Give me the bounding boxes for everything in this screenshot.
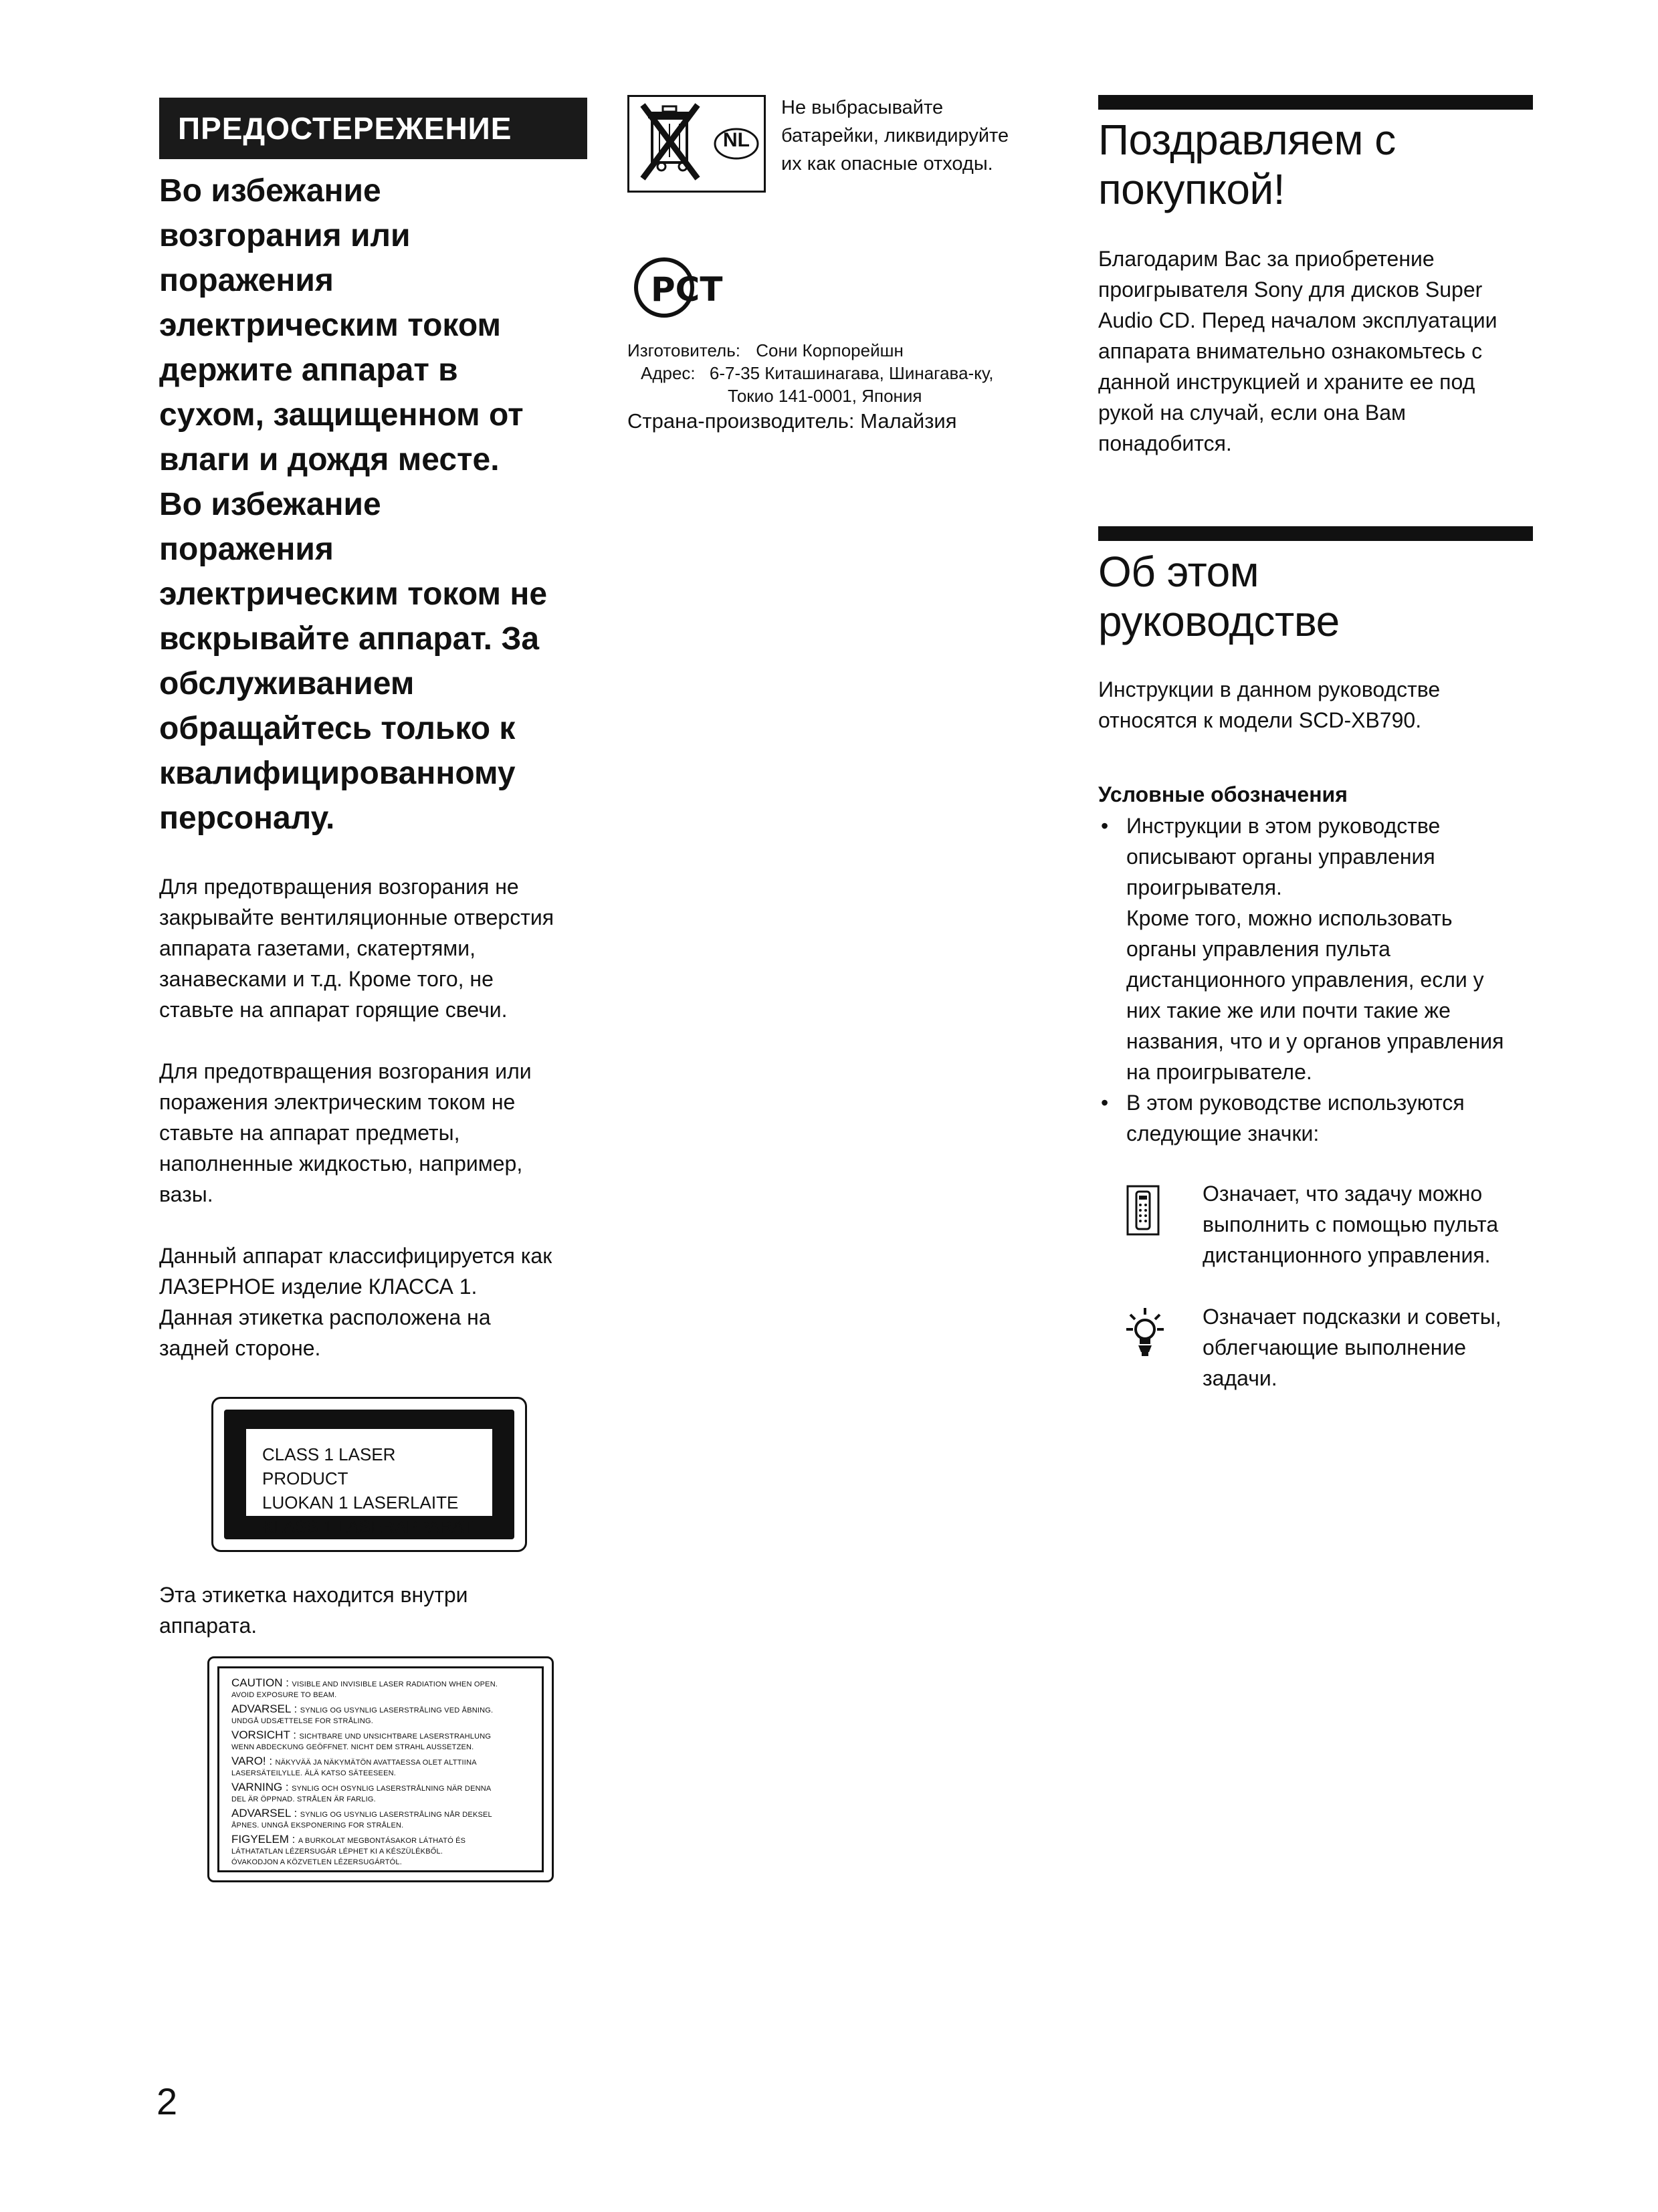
caution-line: VISIBLE AND INVISIBLE LASER RADIATION WHEN OPEN. xyxy=(292,1680,498,1688)
list-line: описывают органы управления xyxy=(1126,845,1435,869)
paragraph-line: Данная этикетка расположена на xyxy=(159,1305,491,1329)
warning-line: возгорания или xyxy=(159,218,411,253)
caution-label xyxy=(207,1656,554,1882)
caution-line: DEL ÄR ÖPPNAD. STRÅLEN ÄR FARLIG. xyxy=(231,1795,376,1803)
warning-line: персоналу. xyxy=(159,800,335,836)
section-rule xyxy=(1098,526,1533,541)
list-line: органы управления пульта xyxy=(1126,937,1390,961)
paragraph-line: занавесками и т.д. Кроме того, не xyxy=(159,967,494,991)
section-rule xyxy=(1098,95,1533,110)
caution-line: AVOID EXPOSURE TO BEAM. xyxy=(231,1691,337,1699)
laser-label-text xyxy=(246,1429,492,1537)
caution-head: VORSICHT : xyxy=(231,1730,296,1741)
list-line: них такие же или почти такие же xyxy=(1126,998,1451,1022)
caution-head: ADVARSEL : xyxy=(231,1704,298,1715)
paragraph-line: батарейки, ликвидируйте xyxy=(781,125,1009,146)
caution-line: LASERSÄTEILYLLE. ÄLÄ KATSO SÄTEESEEN. xyxy=(231,1769,397,1777)
battery-disposal-mark xyxy=(627,95,766,193)
description-line: задачи. xyxy=(1203,1366,1277,1390)
address-label: Адрес: xyxy=(641,363,696,383)
caution-line: ÅPNES. UNNGÅ EKSPONERING FOR STRÅLEN. xyxy=(231,1821,404,1830)
caution-head: VARO! : xyxy=(231,1756,273,1767)
page-number: 2 xyxy=(157,2080,178,2122)
caution-line: NÄKYVÄÄ JA NÄKYMÄTÖN AVATTAESSA OLET ALTTIINA xyxy=(275,1759,477,1767)
caution-line: ÓVAKODJON A KÖZVETLEN LÉZERSUGÁRTÓL. xyxy=(231,1858,402,1866)
caution-head: VARNING : xyxy=(231,1782,289,1793)
caution-line: SYNLIG OG USYNLIG LASERSTRÅLING NÅR DEKSEL xyxy=(300,1811,492,1819)
congrats-title xyxy=(1098,115,1540,214)
list-line: следующие значки: xyxy=(1126,1121,1320,1145)
warning-line: поражения xyxy=(159,532,334,567)
maker-label: Изготовитель: xyxy=(627,340,740,360)
list-line: Инструкции в этом руководстве xyxy=(1126,814,1441,838)
list-line: названия, что и у органов управления xyxy=(1126,1029,1504,1053)
list-line: Кроме того, можно использовать xyxy=(1126,906,1453,930)
nl-badge: NL xyxy=(723,129,750,151)
warning-main-text xyxy=(159,169,601,841)
warning-line: держите аппарат в xyxy=(159,352,458,388)
warning-line: обращайтесь только к xyxy=(159,711,516,746)
description-line: выполнить с помощью пульта xyxy=(1203,1212,1499,1236)
paragraph-line: вазы. xyxy=(159,1182,213,1206)
paragraph-line: Не выбрасывайте xyxy=(781,97,944,118)
paragraph-line: аппарата внимательно ознакомьтесь с xyxy=(1098,339,1483,363)
laser-class-paragraph xyxy=(159,1240,601,1363)
conventions-heading: Условные обозначения xyxy=(1098,782,1348,806)
tip-icon-description xyxy=(1203,1301,1537,1394)
caution-line: A BURKOLAT MEGBONTÁSAKOR LÁTHATÓ ÉS xyxy=(298,1837,466,1845)
bullet-dot: • xyxy=(1101,1091,1109,1115)
caution-line: SYNLIG OCH OSYNLIG LASERSTRÅLNING NÄR DENNA xyxy=(292,1785,492,1793)
maker-value: Сони Корпорейшн xyxy=(756,340,904,360)
title-line: руководстве xyxy=(1098,597,1340,645)
list-line: В этом руководстве используются xyxy=(1126,1091,1465,1115)
paragraph-line: проигрывателя Sony для дисков Super xyxy=(1098,278,1483,302)
paragraph-line: поражения электрическим током не xyxy=(159,1090,516,1114)
warning-line: поражения xyxy=(159,263,334,298)
paragraph-line: данной инструкцией и храните ее под xyxy=(1098,370,1475,394)
warning-line: Во избежание xyxy=(159,487,381,522)
gost-certification-icon xyxy=(631,254,724,321)
laser-label-line: KLASS 1 LASERAPPARAT xyxy=(262,1517,474,1537)
description-line: Означает, что задачу можно xyxy=(1203,1182,1483,1206)
paragraph-line: аппарата газетами, скатертями, xyxy=(159,936,476,960)
warning-line: вскрывайте аппарат. За xyxy=(159,621,540,657)
battery-disposal-text xyxy=(781,94,1069,178)
conventions-list xyxy=(1098,810,1540,1149)
rst-mark-letters: РСТ xyxy=(651,270,723,309)
title-line: Поздравляем с xyxy=(1098,116,1396,164)
description-line: дистанционного управления. xyxy=(1203,1243,1491,1267)
address-line: 6-7-35 Киташинагава, Шинагава-ку, xyxy=(709,363,994,383)
warning-line: электрическим током не xyxy=(159,576,548,612)
caution-line: UNDGÅ UDSÆTTELSE FOR STRÅLING. xyxy=(231,1717,373,1725)
list-line: проигрывателя. xyxy=(1126,875,1282,899)
paragraph-line: их как опасные отходы. xyxy=(781,153,993,175)
paragraph-line: задней стороне. xyxy=(159,1336,321,1360)
paragraph-line: относятся к модели SCD-XB790. xyxy=(1098,708,1422,732)
caution-line: SICHTBARE UND UNSICHTBARE LASERSTRAHLUNG xyxy=(299,1733,492,1741)
paragraph-line: ставьте на аппарат предметы, xyxy=(159,1121,460,1145)
bullet-dot: • xyxy=(1101,814,1109,838)
warning-line: Во избежание xyxy=(159,173,381,209)
manufacturer-info xyxy=(627,339,1096,435)
caution-line: WENN ABDECKUNG GEÖFFNET. NICHT DEM STRAHL AUSSETZEN. xyxy=(231,1743,474,1751)
about-text xyxy=(1098,674,1540,736)
class1-laser-label xyxy=(211,1397,527,1552)
caution-head: CAUTION : xyxy=(231,1678,289,1689)
paragraph-line: ставьте на аппарат горящие свечи. xyxy=(159,998,508,1022)
caution-line: SYNLIG OG USYNLIG LASERSTRÅLING VED ÅBNING. xyxy=(300,1706,494,1715)
paragraph-line: Благодарим Вас за приобретение xyxy=(1098,247,1435,271)
warning-line: квалифицированному xyxy=(159,756,516,791)
paragraph-line: наполненные жидкостью, например, xyxy=(159,1151,523,1176)
address-line: Токио 141-0001, Япония xyxy=(728,386,922,406)
inside-label-note xyxy=(159,1579,560,1641)
rst-mark-icon xyxy=(631,254,724,321)
paragraph-line: Данный аппарат классифицируется как xyxy=(159,1244,552,1268)
liquid-warning-paragraph xyxy=(159,1056,601,1210)
paragraph-line: Для предотвращения возгорания или xyxy=(159,1059,532,1083)
caution-line: LÁTHATATLAN LÉZERSUGÁR LÉPHET KI A KÉSZÜLÉKBŐL. xyxy=(231,1848,443,1856)
list-line: на проигрывателе. xyxy=(1126,1060,1312,1084)
warning-line: влаги и дождя месте. xyxy=(159,442,500,477)
caution-head: ADVARSEL : xyxy=(231,1808,298,1819)
paragraph-line: аппарата. xyxy=(159,1614,257,1638)
paragraph-line: Инструкции в данном руководстве xyxy=(1098,677,1441,701)
paragraph-line: понадобится. xyxy=(1098,431,1232,455)
paragraph-line: Эта этикетка находится внутри xyxy=(159,1583,468,1607)
warning-line: сухом, защищенном от xyxy=(159,397,524,433)
remote-control-icon xyxy=(1126,1185,1160,1236)
title-line: покупкой! xyxy=(1098,165,1285,213)
warning-line: обслуживанием xyxy=(159,666,415,701)
list-item xyxy=(1098,810,1540,1087)
about-title xyxy=(1098,547,1540,646)
description-line: Означает подсказки и советы, xyxy=(1203,1305,1501,1329)
caution-head: FIGYELEM : xyxy=(231,1834,296,1846)
congrats-text xyxy=(1098,243,1540,459)
paragraph-line: рукой на случай, если она Вам xyxy=(1098,401,1407,425)
warning-line: электрическим током xyxy=(159,308,502,343)
tip-lightbulb-icon xyxy=(1126,1305,1164,1359)
paragraph-line: Для предотвращения возгорания не xyxy=(159,875,519,899)
warning-banner xyxy=(159,98,587,159)
list-item xyxy=(1098,1087,1540,1149)
paragraph-line: закрывайте вентиляционные отверстия xyxy=(159,905,554,929)
paragraph-line: Audio CD. Перед началом эксплуатации xyxy=(1098,308,1497,332)
warning-banner-label: ПРЕДОСТЕРЕЖЕНИЕ xyxy=(178,111,512,146)
caution-label-text xyxy=(217,1666,544,1872)
list-line: дистанционного управления, если у xyxy=(1126,968,1484,992)
remote-icon-description xyxy=(1203,1178,1537,1270)
laser-label-line: LUOKAN 1 LASERLAITE xyxy=(262,1492,459,1513)
laser-label-frame xyxy=(224,1410,514,1539)
fire-warning-paragraph xyxy=(159,871,601,1025)
country-of-origin: Страна-производитель: Малайзия xyxy=(627,409,957,433)
laser-label-line: CLASS 1 LASER PRODUCT xyxy=(262,1444,396,1488)
paragraph-line: ЛАЗЕРНОЕ изделие КЛАССА 1. xyxy=(159,1275,478,1299)
title-line: Об этом xyxy=(1098,548,1259,596)
description-line: облегчающие выполнение xyxy=(1203,1335,1467,1359)
